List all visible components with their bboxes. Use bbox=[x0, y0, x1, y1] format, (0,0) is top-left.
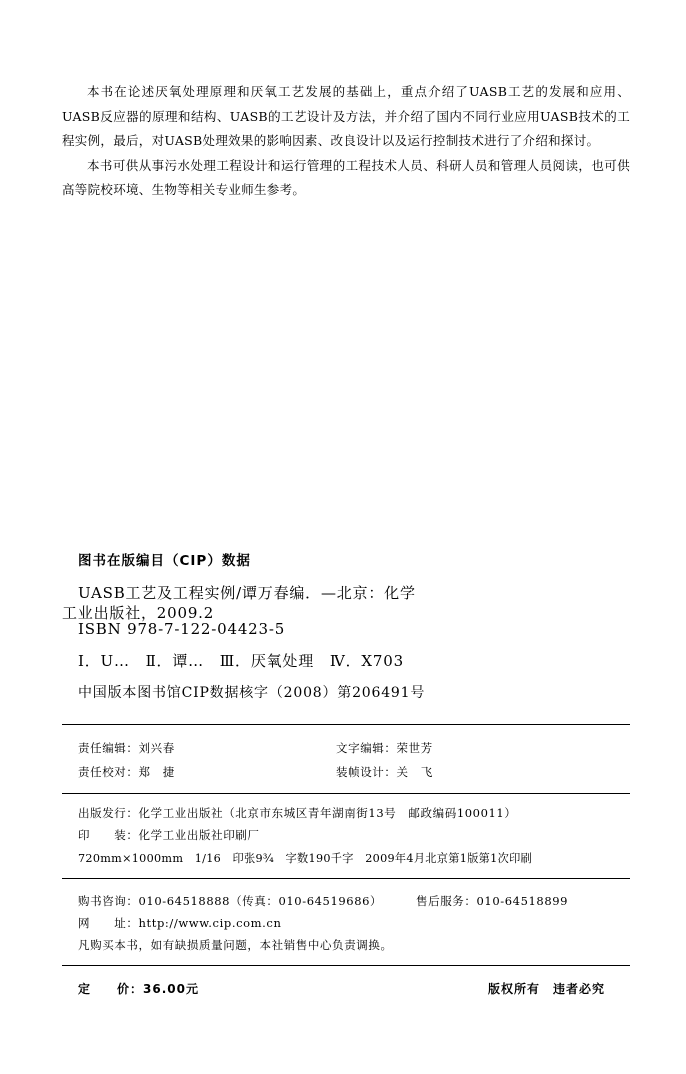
purchase-inquiry: 购书咨询：010-64518888（传真：010-64519686） bbox=[78, 894, 383, 908]
proofreader: 责任校对：郑 捷 bbox=[78, 765, 175, 779]
replacement-notice: 凡购买本书，如有缺损质量问题，本社销售中心负责调换。 bbox=[78, 938, 393, 952]
intro-paragraph-2: 本书可供从事污水处理工程设计和运行管理的工程技术人员、科研人员和管理人员阅读，也可供高等院校环境、生物等相关专业师生参考。 bbox=[62, 157, 630, 197]
intro-text bbox=[62, 80, 630, 203]
cip-record-number: 中国版本图书馆CIP数据核字（2008）第206491号 bbox=[78, 685, 426, 701]
cip-heading: 图书在版编目（CIP）数据 bbox=[78, 553, 251, 569]
divider-4 bbox=[62, 965, 630, 966]
price: 定 价：36.00元 bbox=[78, 982, 199, 996]
text-editor: 文字编辑：荣世芳 bbox=[336, 741, 433, 755]
cover-designer: 装帧设计：关 飞 bbox=[336, 765, 433, 779]
divider-1 bbox=[62, 724, 630, 725]
copyright-notice: 版权所有 违者必究 bbox=[488, 982, 606, 996]
responsible-editor: 责任编辑：刘兴春 bbox=[78, 741, 175, 755]
cip-classification: Ⅰ．U… Ⅱ．谭… Ⅲ．厌氧处理 Ⅳ．X703 bbox=[78, 652, 404, 670]
after-sales-service: 售后服务：010-64518899 bbox=[416, 894, 569, 908]
publisher-info: 出版发行：化学工业出版社（北京市东城区青年湖南街13号 邮政编码100011） bbox=[78, 806, 517, 820]
divider-2 bbox=[62, 793, 630, 794]
print-specs: 720mm×1000mm 1/16 印张9¾ 字数190千字 2009年4月北京第1版第1次印刷 bbox=[78, 852, 533, 865]
intro-paragraph-1: 本书在论述厌氧处理原理和厌氧工艺发展的基础上，重点介绍了UASB工艺的发展和应用、UASB反应器的原理和结构、UASB的工艺设计及方法，并介绍了国内不同行业应用UASB技术的工程实例，最后，对UASB处理效果的影响因素、改良设计以及运行控制技术进行了介绍和探讨。 bbox=[62, 84, 630, 148]
cip-title-line: UASB工艺及工程实例/谭万春编．—北京：化学 bbox=[78, 584, 416, 602]
cip-publisher-line: 工业出版社，2009.2 bbox=[62, 604, 215, 622]
printer-info: 印 装：化学工业出版社印刷厂 bbox=[78, 828, 260, 842]
website: 网 址：http://www.cip.com.cn bbox=[78, 916, 282, 930]
divider-3 bbox=[62, 878, 630, 879]
cip-isbn: ISBN 978-7-122-04423-5 bbox=[78, 620, 286, 638]
